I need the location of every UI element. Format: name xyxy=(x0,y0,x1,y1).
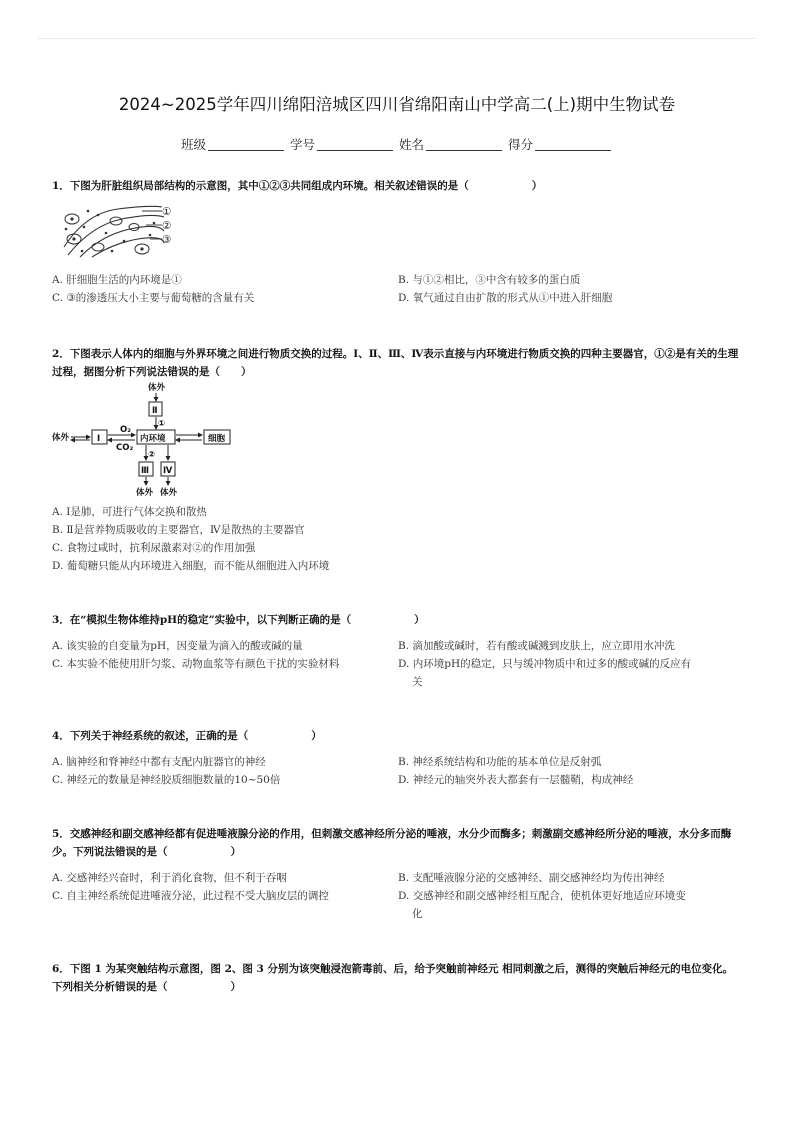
q3-option-c[interactable]: C. 本实验不能使用肝匀浆、动物血浆等有颜色干扰的实验材料 xyxy=(52,658,340,670)
q4-option-a[interactable]: A. 脑神经和脊神经中都有支配内脏器官的神经 xyxy=(52,756,266,768)
outside-bottom-left-label: 体外 xyxy=(136,488,154,498)
cell-label: 细胞 xyxy=(208,434,226,444)
q5-option-d[interactable] xyxy=(398,887,738,923)
marker-3: ③ xyxy=(162,234,172,246)
question-6-stem: 6．下图 1 为某突触结构示意图，图 2、图 3 分别为该突触浸泡箭毒前、后，给予突触前神经元 相同刺激之后，测得的突触后神经元的电位变化。下列相关分析错误的是（ ） xyxy=(52,963,734,993)
class-blank[interactable] xyxy=(208,138,284,151)
organ-3-label: Ⅲ xyxy=(141,466,150,476)
process-2-label: ② xyxy=(148,450,156,460)
q1-option-c[interactable]: C. ③的渗透压大小主要与葡萄糖的含量有关 xyxy=(52,292,255,304)
marker-1: ① xyxy=(162,206,172,218)
q1-option-a[interactable]: A. 肝细胞生活的内环境是① xyxy=(52,274,182,286)
name-blank[interactable] xyxy=(426,138,502,151)
score-label: 得分 xyxy=(507,137,533,152)
organ-1-label: Ⅰ xyxy=(97,434,101,444)
q5-option-b[interactable]: B. 支配唾液腺分泌的交感神经、副交感神经均为传出神经 xyxy=(398,872,665,884)
liver-tissue-figure xyxy=(58,203,188,259)
co2-label: CO₂ xyxy=(116,443,134,453)
q5-option-d-line2: 化 xyxy=(412,908,423,920)
outside-top-label: 体外 xyxy=(148,383,166,393)
id-label: 学号 xyxy=(289,137,315,152)
q5-option-a[interactable]: A. 交感神经兴奋时，利于消化食物，但不利于吞咽 xyxy=(52,872,287,884)
q2-option-d[interactable]: D. 葡萄糖只能从内环境进入细胞，而不能从细胞进入内环境 xyxy=(52,560,330,572)
o2-label: O₂ xyxy=(120,425,131,435)
q4-option-c[interactable]: C. 神经元的数量是神经胶质细胞数量的10~50倍 xyxy=(52,774,281,786)
question-2-stem: 2．下图表示人体内的细胞与外界环境之间进行物质交换的过程。Ⅰ、Ⅱ、Ⅲ、Ⅳ表示直接与内环境进行物质交换的四种主要器官，①②是有关的生理过程，据图分析下列说法错误的是（ ） xyxy=(52,348,739,378)
student-info-line xyxy=(0,135,794,153)
question-1-stem: 1．下图为肝脏组织局部结构的示意图，其中①②③共同组成内环境。相关叙述错误的是（ ） xyxy=(52,180,543,192)
organ-2-label: Ⅱ xyxy=(152,406,158,416)
q4-option-d[interactable]: D. 神经元的轴突外表大都套有一层髓鞘，构成神经 xyxy=(398,774,634,786)
process-1-label: ① xyxy=(158,419,166,429)
outside-left-label: 体外 xyxy=(52,433,70,443)
q4-option-b[interactable]: B. 神经系统结构和功能的基本单位是反射弧 xyxy=(398,756,602,768)
q3-option-a[interactable]: A. 该实验的自变量为pH，因变量为滴入的酸或碱的量 xyxy=(52,640,303,652)
q2-option-b[interactable]: B. Ⅱ是营养物质吸收的主要器官，Ⅳ是散热的主要器官 xyxy=(52,524,305,536)
exchange-diagram xyxy=(52,380,242,498)
question-3-stem: 3．在“模拟生物体维持pH的稳定”实验中，以下判断正确的是（ ） xyxy=(52,614,425,626)
id-blank[interactable] xyxy=(317,138,393,151)
page-title: 2024~2025学年四川绵阳涪城区四川省绵阳南山中学高二(上)期中生物试卷 xyxy=(118,95,676,114)
question-5-stem: 5．交感神经和副交感神经都有促进唾液腺分泌的作用，但刺激交感神经所分泌的唾液，水分少而酶多；刺激副交感神经所分泌的唾液，水分多而酶少。下列说法错误的是（ ） xyxy=(52,828,732,858)
q5-option-c[interactable]: C. 自主神经系统促进唾液分泌，此过程不受大脑皮层的调控 xyxy=(52,890,329,902)
internal-env-label: 内环境 xyxy=(140,434,166,444)
q2-option-c[interactable]: C. 食物过咸时，抗利尿激素对②的作用加强 xyxy=(52,542,256,554)
q3-option-d[interactable] xyxy=(398,655,738,691)
q3-option-d-line1: D. 内环境pH的稳定，只与缓冲物质中和过多的酸或碱的反应有 xyxy=(398,658,692,670)
q3-option-b[interactable]: B. 滴加酸或碱时，若有酸或碱溅到皮肤上，应立即用水冲洗 xyxy=(398,640,675,652)
q3-option-d-line2: 关 xyxy=(412,676,423,688)
name-label: 姓名 xyxy=(398,137,424,152)
organ-4-label: Ⅳ xyxy=(163,466,173,476)
class-label: 班级 xyxy=(180,137,206,152)
top-rule xyxy=(38,38,756,39)
marker-2: ② xyxy=(162,220,172,232)
score-blank[interactable] xyxy=(535,138,611,151)
q5-option-d-line1: D. 交感神经和副交感神经相互配合，使机体更好地适应环境变 xyxy=(398,890,686,902)
outside-bottom-right-label: 体外 xyxy=(160,488,178,498)
q1-option-d[interactable]: D. 氧气通过自由扩散的形式从①中进入肝细胞 xyxy=(398,292,613,304)
q2-option-a[interactable]: A. Ⅰ是肺，可进行气体交换和散热 xyxy=(52,506,207,518)
question-4-stem: 4．下列关于神经系统的叙述，正确的是（ ） xyxy=(52,730,322,742)
q1-option-b[interactable]: B. 与①②相比，③中含有较多的蛋白质 xyxy=(398,274,581,286)
